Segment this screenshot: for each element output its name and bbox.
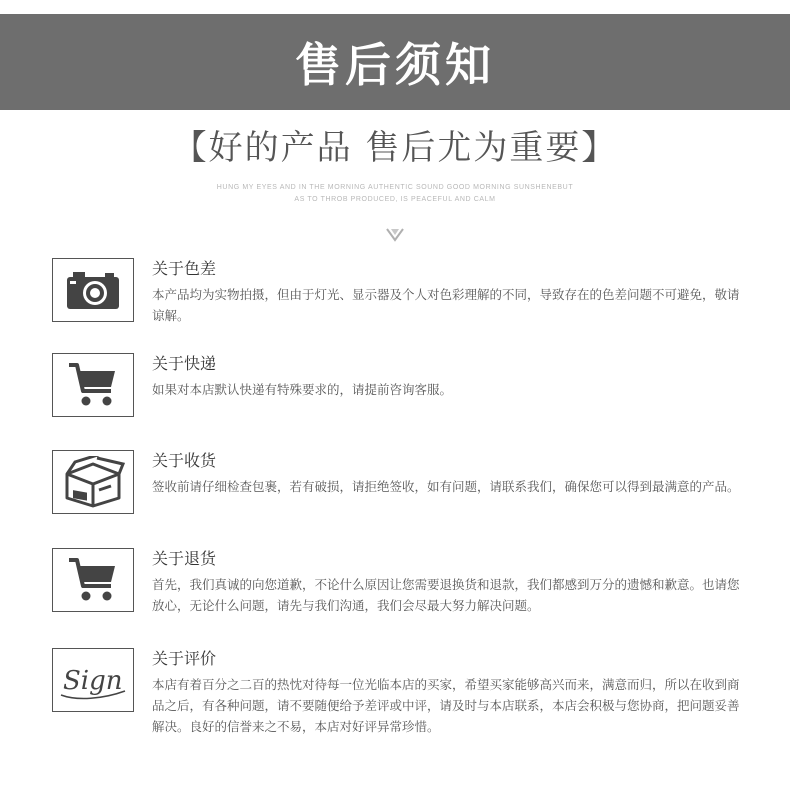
signature-icon [57, 655, 129, 705]
icon-box [52, 450, 134, 514]
icon-box [52, 548, 134, 612]
tagline-line-2: AS TO THROB PRODUCED, IS PEACEFUL AND CALM [294, 196, 496, 203]
section-body: 如果对本店默认快递有特殊要求的，请提前咨询客服。 [152, 382, 453, 397]
section-title: 关于退货 [152, 549, 217, 568]
section-title: 关于评价 [152, 649, 217, 668]
icon-box [52, 258, 134, 322]
section-body: 首先，我们真诚的向您道歉，不论什么原因让您需要退换货和退款，我们都感到万分的遗憾和歉意。也请您放心，无论什么问题，请先与我们沟通，我们会尽最大努力解决问题。 [152, 577, 740, 613]
icon-box [52, 353, 134, 417]
section-title: 关于色差 [152, 259, 217, 278]
package-box-icon [61, 456, 125, 508]
shopping-cart-icon [67, 556, 119, 604]
section-body: 本店有着百分之二百的热忱对待每一位光临本店的买家，希望买家能够高兴而来，满意而归，所以在收到商品之后，有各种问题，请不要随便给予差评或中评，请及时与本店联系，本店会积极与您协商，把问题妥善解决。良好的信誉来之不易，本店对好评异常珍惜。 [152, 677, 740, 734]
section-body: 本产品均为实物拍摄，但由于灯光、显示器及个人对色彩理解的不同，导致存在的色差问题不可避免，敬请谅解。 [152, 287, 740, 323]
chevron-down-icon [386, 228, 404, 242]
header-banner [0, 14, 790, 110]
section-title: 关于快递 [152, 354, 217, 373]
page-title: 售后须知 [295, 38, 495, 92]
camera-icon [65, 269, 121, 311]
subtitle: 【好的产品 售后尤为重要】 [172, 128, 618, 168]
tagline-line-1: HUNG MY EYES AND IN THE MORNING AUTHENTIC SOUND GOOD MORNING SUNSHENEBUT [216, 184, 574, 191]
section-body: 签收前请仔细检查包裹，若有破损，请拒绝签收，如有问题，请联系我们，确保您可以得到最满意的产品。 [152, 479, 740, 494]
shopping-cart-icon [67, 361, 119, 409]
svg-text:Sign: Sign [63, 666, 123, 696]
section-title: 关于收货 [152, 451, 217, 470]
icon-box [52, 648, 134, 712]
